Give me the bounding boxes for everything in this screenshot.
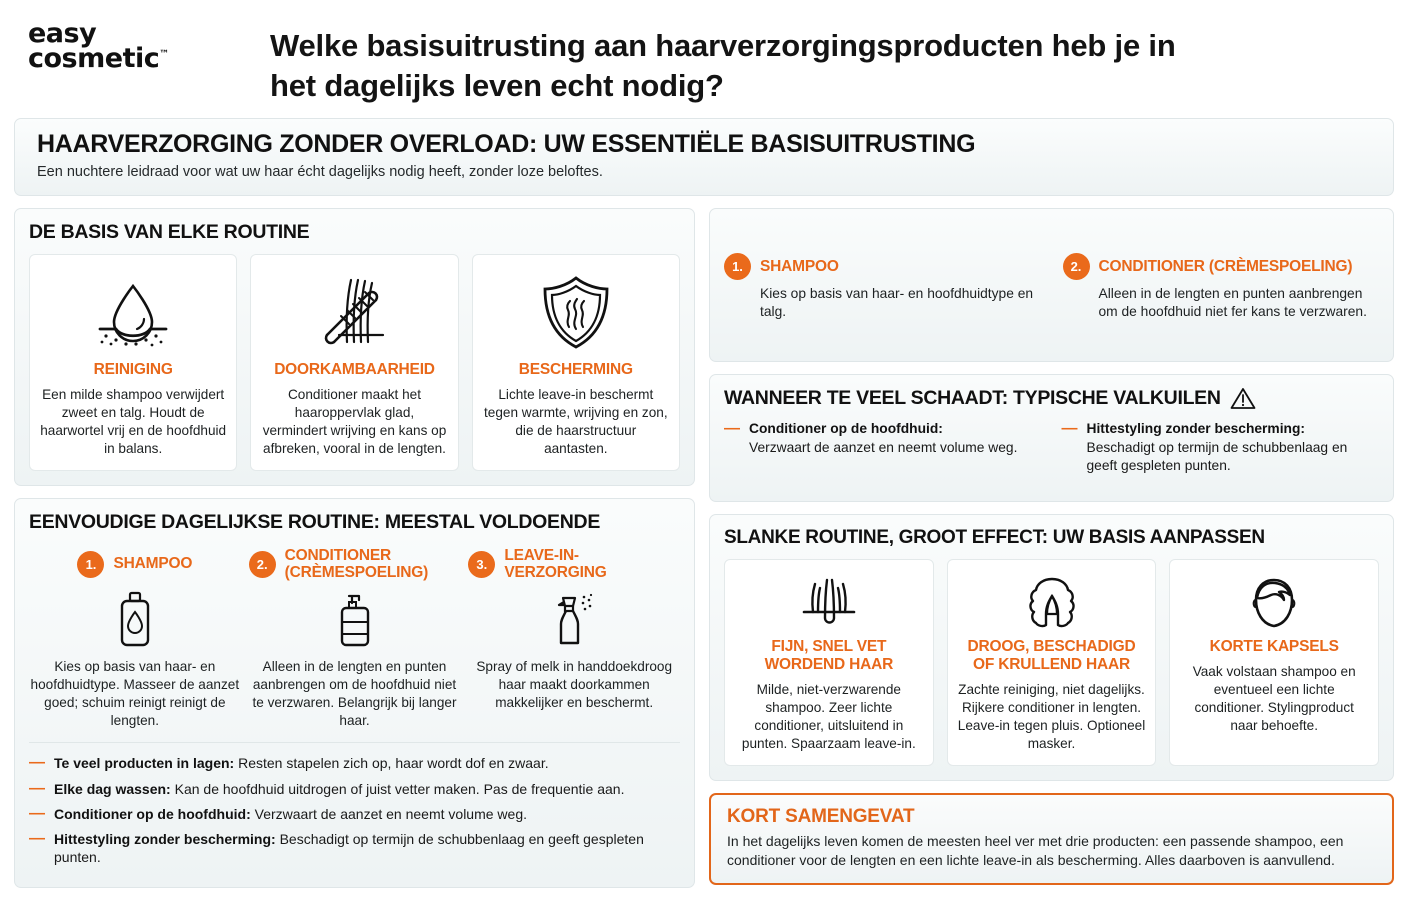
essentials-panel	[709, 208, 1394, 362]
adapt-card	[724, 559, 934, 766]
summary-title: KORT SAMENGEVAT	[727, 806, 915, 828]
basics-card-body: Conditioner maakt het haaroppervlak glad, vermindert wrijving en kans op afbreken, vooral in de lengten.	[262, 386, 447, 457]
adapt-card	[947, 559, 1157, 766]
step-number-badge: 2.	[249, 551, 276, 578]
step-body: Spray of melk in handdoekdroog haar maakt doorkammen makkelijker en beschermt.	[476, 659, 673, 711]
page-header	[0, 0, 1408, 118]
pitfall-item	[29, 780, 680, 798]
step-header	[77, 544, 192, 584]
warnings-title: WANNEER TE VEEL SCHAADT: TYPISCHE VALKUILEN	[724, 387, 1221, 410]
adapt-card-body: Milde, niet-verzwarende shampoo. Zeer lichte conditioner, uitsluitend in punten. Spaarzaam leave-in.	[741, 682, 916, 752]
pitfall-item	[29, 830, 680, 866]
essential-body: Alleen in de lengten en punten aanbrengen om de hoofdhuid niet fer kans te verzwaren.	[1098, 286, 1367, 320]
spray-bottle-icon	[545, 588, 603, 650]
summary-body: In het dagelijks leven komen de meesten heel ver met drie producten: een passende shampoo, een conditioner voor de lengten en een lichte leave-in als bescherming. Alles daarboven is aanvullend.	[727, 833, 1344, 869]
dash-bullet-icon: —	[29, 804, 45, 822]
comb-hair-icon	[311, 269, 397, 355]
adapt-card	[1169, 559, 1379, 766]
essential-number-badge: 1.	[724, 253, 751, 280]
content-columns	[0, 196, 1408, 888]
adapt-title: SLANKE ROUTINE, GROOT EFFECT: UW BASIS AANPASSEN	[724, 527, 1265, 549]
pump-bottle-icon	[329, 588, 381, 650]
banner-subtitle: Een nuchtere leidraad voor wat uw haar écht dagelijks nodig heeft, zonder loze beloftes.	[37, 163, 603, 180]
essential-title: CONDITIONER (CRÈMESPOELING)	[1098, 257, 1353, 275]
basics-cards	[29, 254, 680, 471]
adapt-card-title: KORTE KAPSELS	[1209, 638, 1339, 656]
pitfall-text: Beschadigt op termijn de schubbenlaag en geeft gespleten punten.	[54, 831, 644, 866]
basics-card	[29, 254, 237, 471]
page-title: Welke basisuitrusting aan haarverzorgingsproducten heb je in het dagelijks leven echt nodig?	[270, 28, 1176, 104]
warning-title: Hittestyling zonder bescherming:	[1086, 421, 1305, 437]
dash-bullet-icon: —	[29, 754, 45, 772]
adapt-card-title: DROOG, BESCHADIGD OF KRULLEND HAAR	[967, 638, 1136, 674]
hair-follicle-icon	[796, 574, 862, 632]
short-hair-icon	[1241, 574, 1307, 632]
basics-card	[472, 254, 680, 471]
pitfall-text: Kan de hoofdhuid uitdrogen of juist vetter maken. Pas de frequentie aan.	[174, 780, 625, 797]
basics-card-title: BESCHERMING	[518, 361, 633, 378]
dash-bullet-icon: —	[724, 420, 740, 438]
pitfall-title: Hittestyling zonder bescherming:	[54, 831, 276, 847]
left-column	[14, 208, 695, 888]
routine-pitfalls-list	[29, 742, 680, 866]
essential-number-badge: 2.	[1063, 253, 1090, 280]
pitfall-text: Verzwaart de aanzet en neemt volume weg.	[254, 805, 528, 822]
step-number-badge: 1.	[77, 551, 104, 578]
basics-card-body: Een milde shampoo verwijdert zweet en talg. Houdt de haarwortel vrij en de hoofdhuid in balans.	[40, 386, 227, 457]
pitfall-item	[29, 805, 680, 823]
shampoo-bottle-icon	[109, 588, 161, 650]
essential-title: SHAMPOO	[760, 257, 839, 275]
droplet-scalp-icon	[90, 269, 176, 355]
basics-panel	[14, 208, 695, 486]
essential-body: Kies op basis van haar- en hoofdhuidtype en talg.	[760, 286, 1034, 320]
basics-card-title: DOORKAMBAARHEID	[274, 361, 435, 378]
step-header	[468, 544, 680, 584]
essential-item	[724, 253, 1041, 321]
brand-line-2: cosmetic™	[28, 42, 169, 74]
pitfall-text: Resten stapelen zich op, haar wordt dof en zwaar.	[238, 755, 549, 772]
basics-title: DE BASIS VAN ELKE ROUTINE	[29, 221, 310, 243]
warning-text: Verzwaart de aanzet en neemt volume weg.	[749, 439, 1018, 455]
adapt-card-body: Zachte reiniging, niet dagelijks. Rijkere conditioner in lengten. Leave-in tegen pluis. Optioneel masker.	[957, 682, 1146, 752]
shield-heat-icon	[533, 269, 619, 355]
step-body: Alleen in de lengten en punten aanbrengen om de hoofdhuid niet te verzwaren. Belangrijk bij langer haar.	[252, 659, 457, 729]
basics-card	[250, 254, 458, 471]
warning-item	[724, 420, 1042, 475]
pitfall-title: Te veel producten in lagen:	[54, 755, 235, 772]
routine-steps	[29, 544, 680, 730]
dash-bullet-icon: —	[1061, 420, 1078, 438]
warning-triangle-icon	[1230, 387, 1256, 410]
trademark-symbol: ™	[159, 48, 169, 60]
brand-logo	[0, 14, 270, 72]
routine-step	[29, 544, 241, 730]
routine-step	[468, 544, 680, 730]
summary-panel	[709, 793, 1394, 885]
warnings-title-row	[724, 387, 1379, 410]
brand-line-1: easy	[28, 18, 97, 49]
right-column	[709, 208, 1394, 885]
warning-item	[1062, 420, 1380, 475]
pitfall-item	[29, 754, 680, 772]
dash-bullet-icon: —	[29, 830, 45, 847]
warnings-panel	[709, 374, 1394, 502]
essential-item	[1063, 253, 1380, 321]
step-label: LEAVE-IN-VERZORGING	[504, 546, 607, 582]
routine-panel	[14, 498, 695, 888]
essential-header	[724, 253, 1041, 280]
step-body: Kies op basis van haar- en hoofdhuidtype. Masseer de aanzet goed; schuim reinigt reinigt de lengten.	[30, 659, 240, 729]
essential-header	[1063, 253, 1380, 280]
adapt-card-title: FIJN, SNEL VET WORDEND HAAR	[764, 638, 894, 674]
step-label: CONDITIONER (CRÈMESPOELING)	[284, 546, 429, 582]
banner-title: HAARVERZORGING ZONDER OVERLOAD: UW ESSENTIËLE BASISUITRUSTING	[37, 130, 976, 158]
step-label: SHAMPOO	[113, 555, 193, 573]
dash-bullet-icon: —	[29, 779, 45, 797]
curly-hair-icon	[1019, 574, 1085, 632]
pitfall-title: Conditioner op de hoofdhuid:	[54, 805, 251, 822]
adapt-card-body: Vaak volstaan shampoo en eventueel een lichte conditioner. Stylingproduct naar behoefte.	[1192, 664, 1356, 734]
adapt-cards	[724, 559, 1379, 766]
essentials-items	[724, 253, 1379, 321]
step-number-badge: 3.	[468, 551, 495, 578]
banner	[14, 118, 1394, 196]
basics-card-title: REINIGING	[93, 361, 173, 378]
step-header	[249, 544, 461, 584]
adapt-panel	[709, 514, 1394, 781]
routine-title: EENVOUDIGE DAGELIJKSE ROUTINE: MEESTAL VOLDOENDE	[29, 511, 601, 534]
warning-text: Beschadigt op termijn de schubbenlaag en geeft gespleten punten.	[1086, 439, 1348, 474]
warnings-items	[724, 420, 1379, 475]
routine-step	[249, 544, 461, 730]
warning-title: Conditioner op de hoofdhuid:	[749, 421, 943, 437]
basics-card-body: Lichte leave-in beschermt tegen warmte, wrijving en zon, die de haarstructuur aantasten.	[484, 386, 668, 457]
pitfall-title: Elke dag wassen:	[54, 780, 171, 797]
